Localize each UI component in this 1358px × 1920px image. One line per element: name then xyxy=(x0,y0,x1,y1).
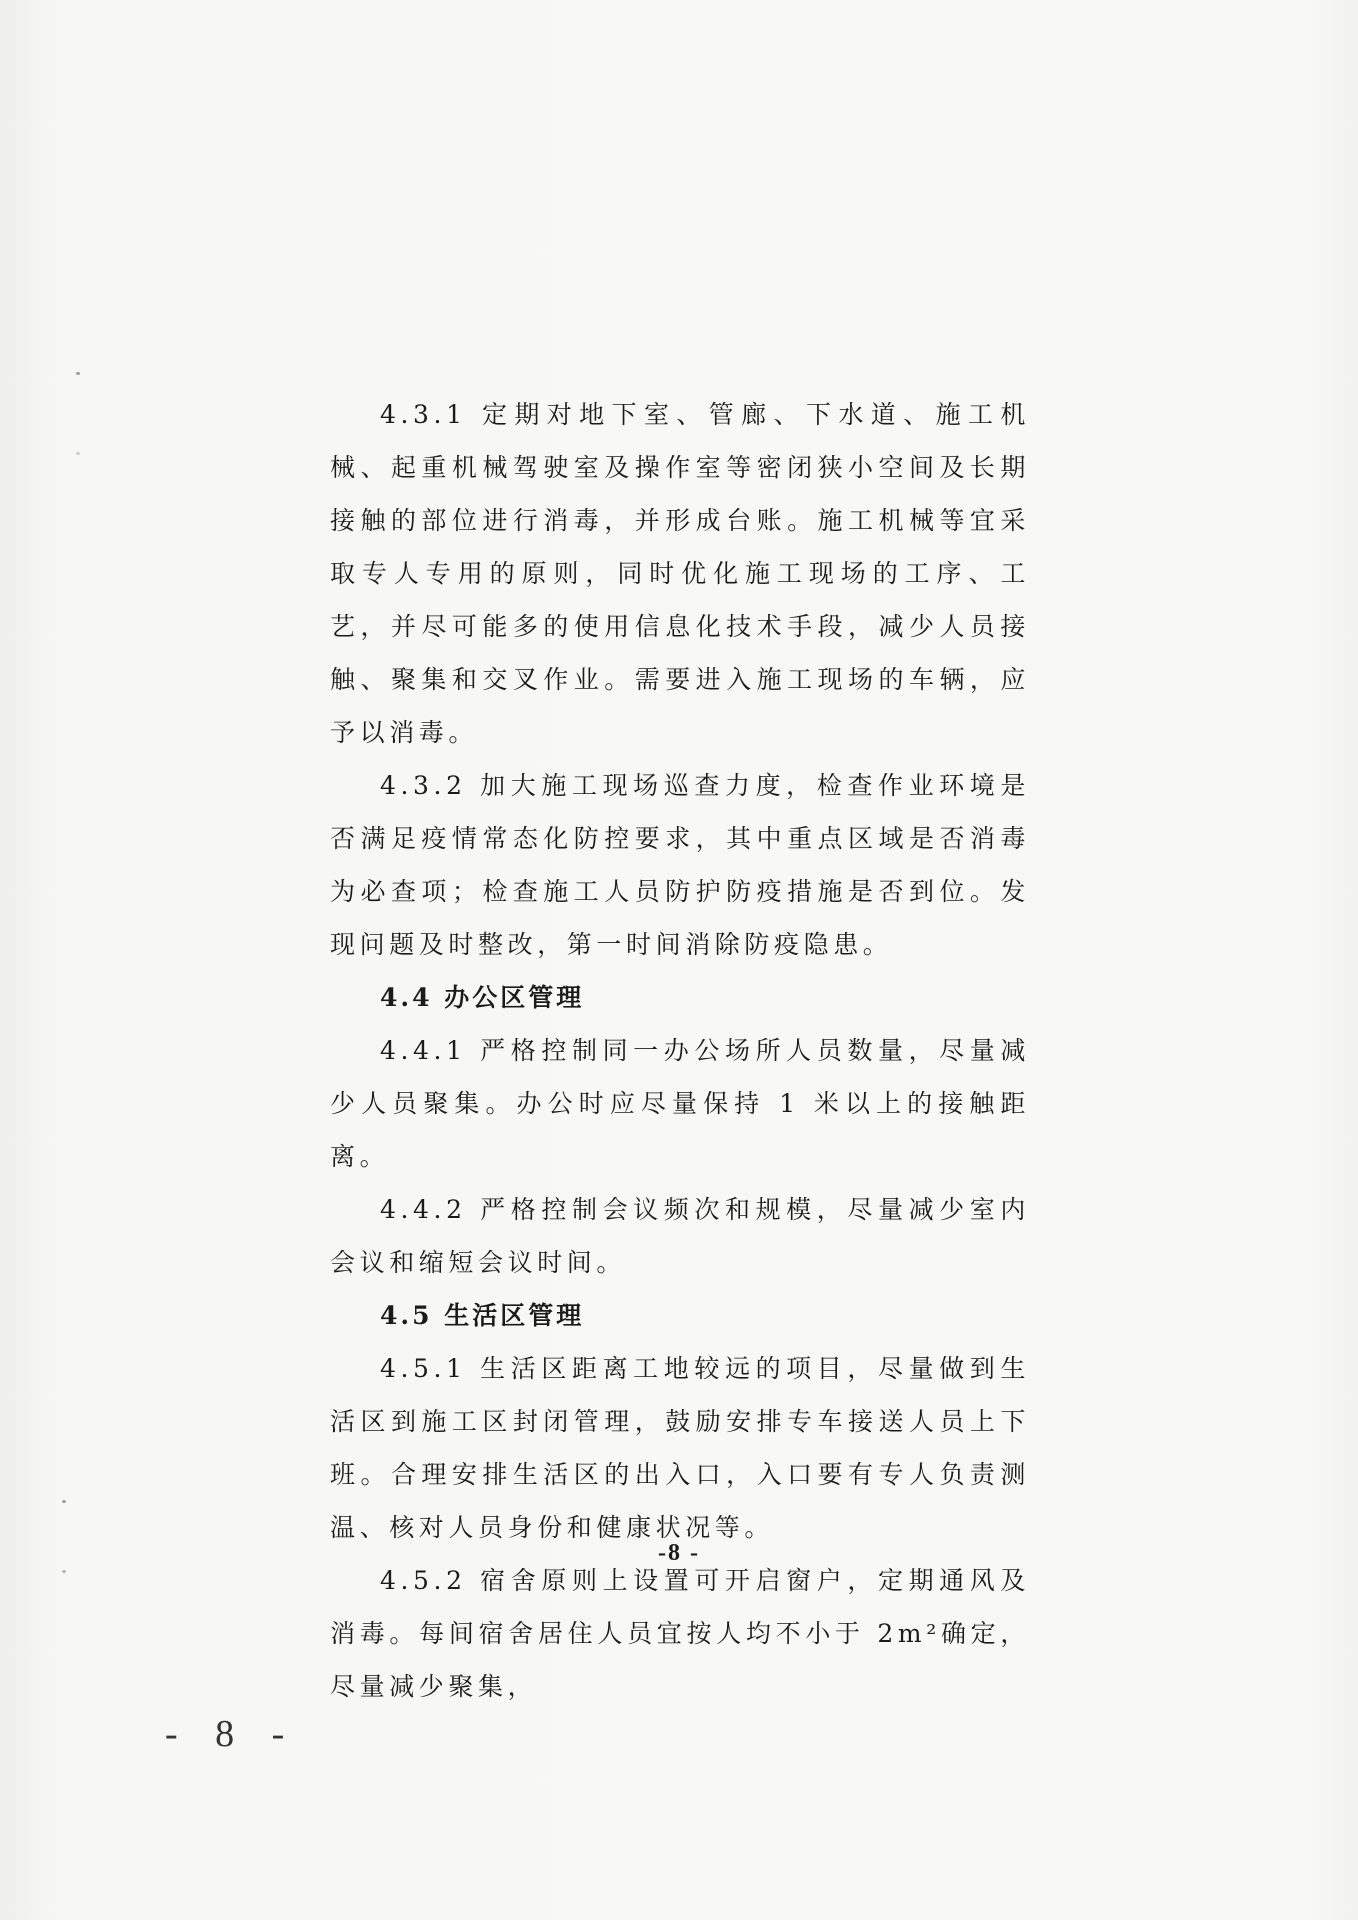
section-heading-4-5: 4.5 生活区管理 xyxy=(380,1301,585,1330)
paragraph-4-4-1: 4.4.1 严格控制同一办公场所人员数量，尽量减少人员聚集。办公时应尽量保持 1 米以上的接触距离。 xyxy=(330,1036,1030,1171)
paragraph-4-3-1: 4.3.1 定期对地下室、管廊、下水道、施工机械、起重机械驾驶室及操作室等密闭狭小空间及长期接触的部位进行消毒，并形成台账。施工机械等宜采取专人专用的原则，同时优化施工现场的工序、工艺，并尽可能多的使用信息化技术手段，减少人员接触、聚集和交叉作业。需要进入施工现场的车辆，应予以消毒。 xyxy=(330,400,1030,747)
scan-speck xyxy=(76,372,80,375)
section-heading-4-4: 4.4 办公区管理 xyxy=(380,983,585,1012)
paragraph-4-4-2: 4.4.2 严格控制会议频次和规模，尽量减少室内会议和缩短会议时间。 xyxy=(330,1195,1030,1277)
scan-speck xyxy=(62,1500,66,1503)
outer-page-number: - 8 - xyxy=(165,1713,299,1755)
inner-page-number: -8 - xyxy=(658,1540,700,1566)
paragraph-4-5-2: 4.5.2 宿舍原则上设置可开启窗户，定期通风及消毒。每间宿舍居住人员宜按人均不小于 2m²确定，尽量减少聚集， xyxy=(330,1566,1030,1701)
scan-speck xyxy=(76,452,80,455)
paragraph-4-5-1: 4.5.1 生活区距离工地较远的项目，尽量做到生活区到施工区封闭管理，鼓励安排专车接送人员上下班。合理安排生活区的出入口，入口要有专人负责测温、核对人员身份和健康状况等。 xyxy=(330,1354,1030,1542)
document-body xyxy=(330,388,1030,1713)
scan-speck xyxy=(62,1570,66,1573)
paragraph-4-3-2: 4.3.2 加大施工现场巡查力度，检查作业环境是否满足疫情常态化防控要求，其中重点区域是否消毒为必查项；检查施工人员防护防疫措施是否到位。发现问题及时整改，第一时间消除防疫隐患。 xyxy=(330,771,1030,959)
